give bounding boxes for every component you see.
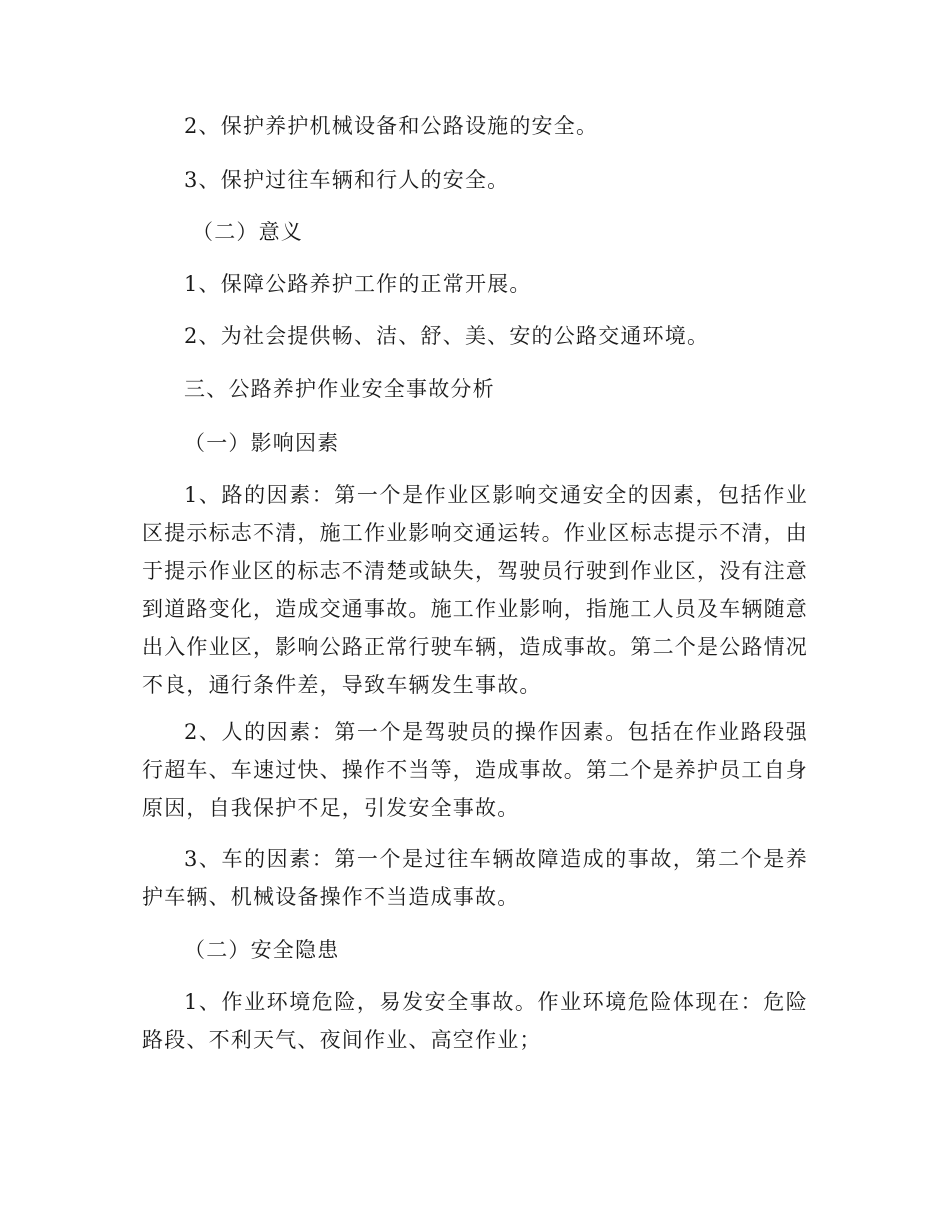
paragraph-vehicle-factors: 3、车的因素：第一个是过往车辆故障造成的事故，第二个是养护车辆、机械设备操作不当造成事故。 (142, 847, 808, 909)
paragraph-human-factors: 2、人的因素：第一个是驾驶员的操作因素。包括在作业路段强行超车、车速过快、操作不当等，造成事故。第二个是养护员工自身原因，自我保护不足，引发安全事故。 (142, 720, 808, 820)
section-heading-hazards: （二）安全隐患 (184, 938, 340, 962)
section-heading-factors: （一）影响因素 (184, 431, 340, 455)
list-item-protect-traffic: 3、保护过往车辆和行人的安全。 (184, 168, 510, 192)
list-item-protect-equipment: 2、保护养护机械设备和公路设施的安全。 (184, 114, 599, 138)
chapter-heading-accident-analysis: 三、公路养护作业安全事故分析 (184, 377, 495, 401)
paragraph-work-environment: 1、作业环境危险，易发安全事故。作业环境危险体现在：危险路段、不利天气、夜间作业、高空作业； (142, 990, 808, 1052)
section-heading-significance: （二）意义 (192, 220, 303, 244)
list-item-ensure-maintenance: 1、保障公路养护工作的正常开展。 (184, 272, 532, 296)
list-item-traffic-environment: 2、为社会提供畅、洁、舒、美、安的公路交通环境。 (184, 324, 710, 348)
paragraph-road-factors: 1、路的因素：第一个是作业区影响交通安全的因素，包括作业区提示标志不清，施工作业影响交通运转。作业区标志提示不清，由于提示作业区的标志不清楚或缺失，驾驶员行驶到作业区，没有注意到道路变化，造成交通事故。施工作业影响，指施工人员及车辆随意出入作业区，影响公路正常行驶车辆，造成事故。第二个是公路情况不良，通行条件差，导致车辆发生事故。 (142, 483, 808, 697)
